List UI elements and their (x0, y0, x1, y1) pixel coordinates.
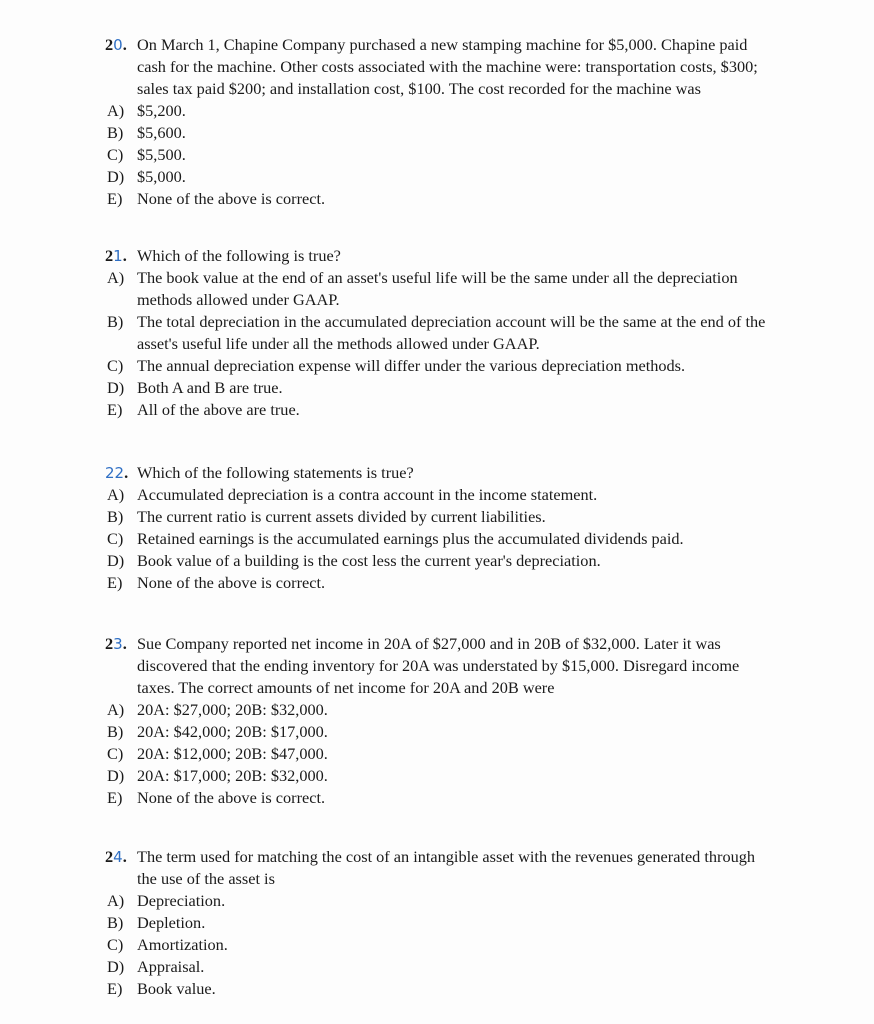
option-text: None of the above is correct. (137, 189, 326, 208)
option-text: Book value of a building is the cost less the current year's depreciation. (137, 551, 601, 570)
answer-option-b (105, 333, 845, 355)
answer-option-b (105, 122, 845, 144)
option-letter: C) (107, 935, 124, 954)
stem-text: Which of the following is true? (137, 246, 341, 265)
question-stem-line (105, 655, 845, 677)
question-number-handwritten: 0 (113, 36, 123, 54)
answer-option-e (105, 572, 845, 594)
question-24 (105, 846, 845, 1000)
question-stem-line (105, 868, 845, 890)
option-text: asset's useful life under all the methods allowed under GAAP. (137, 334, 540, 353)
option-letter: B) (107, 722, 124, 741)
option-letter: A) (107, 700, 125, 719)
answer-option-e (105, 978, 845, 1000)
answer-option-d (105, 550, 845, 572)
question-stem-line (105, 78, 845, 100)
question-number (105, 462, 128, 484)
number-dot: . (122, 246, 127, 265)
option-text: The book value at the end of an asset's useful life will be the same under all the depreciation (137, 268, 738, 287)
answer-option-e (105, 188, 845, 210)
option-letter: E) (107, 788, 123, 807)
question-20 (105, 34, 845, 210)
stem-text: sales tax paid $200; and installation cost, $100. The cost recorded for the machine was (137, 79, 701, 98)
answer-option-e (105, 787, 845, 809)
option-text: 20A: $42,000; 20B: $17,000. (137, 722, 328, 741)
option-text: None of the above is correct. (137, 573, 326, 592)
option-text: $5,200. (137, 101, 186, 120)
number-dot: . (122, 634, 127, 653)
answer-option-a (105, 289, 845, 311)
answer-option-a (105, 699, 845, 721)
option-letter: B) (107, 913, 124, 932)
answer-option-b (105, 311, 845, 333)
question-number-printed: 2 (105, 246, 114, 265)
option-text: methods allowed under GAAP. (137, 290, 340, 309)
question-number (105, 846, 127, 868)
number-dot: . (124, 463, 129, 482)
answer-option-c (105, 528, 845, 550)
option-text: $5,600. (137, 123, 186, 142)
stem-text: cash for the machine. Other costs associated with the machine were: transportation costs, $300; (137, 57, 758, 76)
answer-option-c (105, 743, 845, 765)
option-text: Depletion. (137, 913, 206, 932)
option-letter: B) (107, 312, 124, 331)
question-number-printed: 2 (105, 35, 114, 54)
question-number (105, 34, 127, 56)
answer-option-e (105, 399, 845, 421)
option-letter: E) (107, 189, 123, 208)
option-letter: A) (107, 101, 125, 120)
question-stem-line (105, 462, 845, 484)
question-stem-line (105, 56, 845, 78)
option-letter: C) (107, 356, 124, 375)
option-letter: E) (107, 979, 123, 998)
question-number-printed: 2 (105, 847, 114, 866)
question-number-handwritten: 4 (113, 848, 123, 866)
option-text: Both A and B are true. (137, 378, 283, 397)
option-text: Appraisal. (137, 957, 205, 976)
answer-option-c (105, 934, 845, 956)
option-text: Book value. (137, 979, 216, 998)
option-text: $5,500. (137, 145, 186, 164)
question-number-printed: 2 (105, 634, 114, 653)
option-text: The annual depreciation expense will differ under the various depreciation methods. (137, 356, 686, 375)
answer-option-c (105, 355, 845, 377)
stem-text: Which of the following statements is true? (137, 463, 414, 482)
question-stem-line (105, 633, 845, 655)
option-letter: C) (107, 145, 124, 164)
question-number-handwritten: 3 (113, 635, 123, 653)
question-23 (105, 633, 845, 809)
answer-option-a (105, 100, 845, 122)
option-text: Amortization. (137, 935, 228, 954)
option-letter: B) (107, 507, 124, 526)
stem-text: The term used for matching the cost of an intangible asset with the revenues generated through (137, 847, 756, 866)
number-dot: . (122, 847, 127, 866)
option-letter: D) (107, 378, 125, 397)
option-letter: A) (107, 268, 125, 287)
option-letter: D) (107, 957, 125, 976)
answer-option-b (105, 506, 845, 528)
number-dot: . (122, 35, 127, 54)
option-text: 20A: $12,000; 20B: $47,000. (137, 744, 328, 763)
option-text: Accumulated depreciation is a contra account in the income statement. (137, 485, 598, 504)
question-stem-line (105, 846, 845, 868)
question-stem-line (105, 245, 845, 267)
question-number-handwritten: 1 (113, 247, 123, 265)
question-stem-line (105, 677, 845, 699)
option-letter: E) (107, 573, 123, 592)
option-letter: D) (107, 167, 125, 186)
stem-text: Sue Company reported net income in 20A of $27,000 and in 20B of $32,000. Later it was (137, 634, 721, 653)
question-22 (105, 462, 845, 594)
option-text: Depreciation. (137, 891, 226, 910)
stem-text: On March 1, Chapine Company purchased a new stamping machine for $5,000. Chapine paid (137, 35, 748, 54)
answer-option-d (105, 377, 845, 399)
option-text: All of the above are true. (137, 400, 300, 419)
answer-option-c (105, 144, 845, 166)
option-letter: A) (107, 891, 125, 910)
option-text: $5,000. (137, 167, 186, 186)
option-text: The current ratio is current assets divided by current liabilities. (137, 507, 546, 526)
option-letter: E) (107, 400, 123, 419)
question-number (105, 245, 127, 267)
option-letter: D) (107, 551, 125, 570)
option-letter: A) (107, 485, 125, 504)
option-letter: C) (107, 529, 124, 548)
question-number (105, 633, 127, 655)
answer-option-d (105, 956, 845, 978)
stem-text: discovered that the ending inventory for 20A was understated by $15,000. Disregard income (137, 656, 740, 675)
answer-option-a (105, 890, 845, 912)
answer-option-b (105, 912, 845, 934)
answer-option-b (105, 721, 845, 743)
option-letter: B) (107, 123, 124, 142)
answer-option-d (105, 765, 845, 787)
answer-option-d (105, 166, 845, 188)
stem-text: taxes. The correct amounts of net income for 20A and 20B were (137, 678, 555, 697)
option-text: 20A: $27,000; 20B: $32,000. (137, 700, 328, 719)
answer-option-a (105, 267, 845, 289)
option-letter: C) (107, 744, 124, 763)
option-text: Retained earnings is the accumulated earnings plus the accumulated dividends paid. (137, 529, 684, 548)
question-stem-line (105, 34, 845, 56)
stem-text: the use of the asset is (137, 869, 275, 888)
option-letter: D) (107, 766, 125, 785)
option-text: The total depreciation in the accumulated depreciation account will be the same at the end of the (137, 312, 766, 331)
option-text: 20A: $17,000; 20B: $32,000. (137, 766, 328, 785)
question-number-handwritten: 22 (105, 464, 125, 482)
question-21 (105, 245, 845, 421)
answer-option-a (105, 484, 845, 506)
option-text: None of the above is correct. (137, 788, 326, 807)
